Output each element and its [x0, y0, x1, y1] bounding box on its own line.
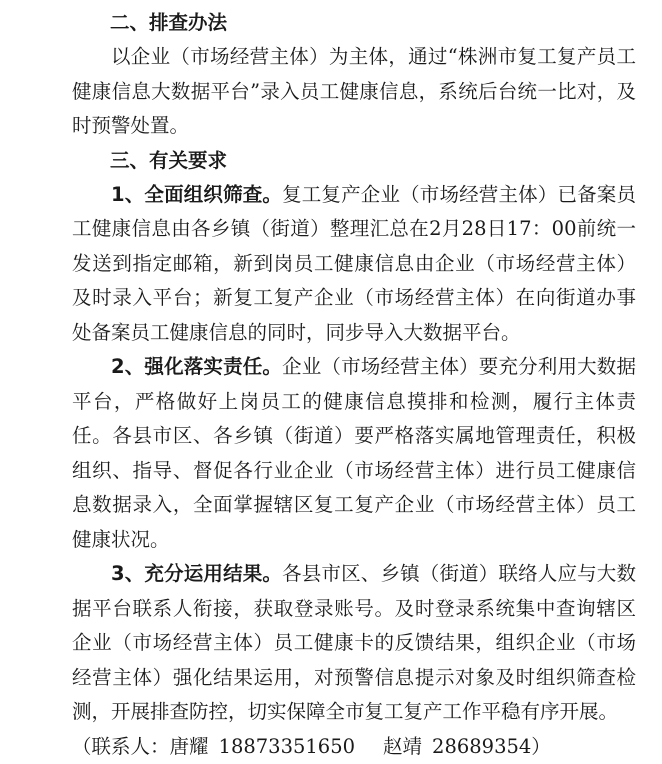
- requirement-item-3: [72, 557, 636, 730]
- contact-label: （联系人：: [72, 734, 170, 758]
- contact-person-1-name: 唐耀: [169, 734, 209, 758]
- requirement-item-2: [72, 350, 636, 557]
- contact-person-2-phone: 28689354）: [432, 734, 551, 758]
- section-heading-requirements: 三、有关要求: [110, 148, 228, 172]
- requirement-item-1: [72, 178, 636, 351]
- requirement-item-3-lead: 3、充分运用结果。: [111, 562, 283, 585]
- contact-person-2-name: 赵靖: [383, 734, 423, 758]
- contact-person-1-phone: 18873351650: [218, 734, 356, 758]
- requirement-item-1-lead: 1、全面组织筛查。: [111, 182, 283, 206]
- requirement-item-1-text: 复工复产企业（市场经营主体）已备案员工健康信息由各乡镇（街道）整理汇总在2月28日17：00前统一发送到指定邮箱，新到岗员工健康信息由企业（市场经营主体）及时录入平台；新复工复产企业（市场经营主体）在向街道办事处备案员工健康信息的同时，同步导入大数据平台。: [72, 182, 636, 344]
- requirement-item-2-text: 企业（市场经营主体）要充分利用大数据平台，严格做好上岗员工的健康信息摸排和检测，履行主体责任。各县市区、各乡镇（街道）要严格落实属地管理责任，积极组织、指导、督促各行业企业（市场经营主体）进行员工健康信息数据录入，全面掌握辖区复工复产企业（市场经营主体）员工健康状况。: [72, 355, 636, 551]
- inspection-method-paragraph: 以企业（市场经营主体）为主体，通过“株洲市复工复产员工健康信息大数据平台”录入员工健康信息，系统后台统一比对，及时预警处置。: [72, 45, 636, 137]
- requirement-item-3-text: 各县市区、乡镇（街道）联络人应与大数据平台联系人衔接，获取登录账号。及时登录系统集中查询辖区企业（市场经营主体）员工健康卡的反馈结果，组织企业（市场经营主体）强化结果运用，对预警信息提示对象及时组织筛查检测，开展排查防控，切实保障全市复工复产工作平稳有序开展。: [72, 562, 636, 723]
- section-heading-inspection-method: 二、排查办法: [110, 11, 228, 34]
- contact-line: [72, 730, 636, 764]
- requirement-item-2-lead: 2、强化落实责任。: [111, 355, 283, 378]
